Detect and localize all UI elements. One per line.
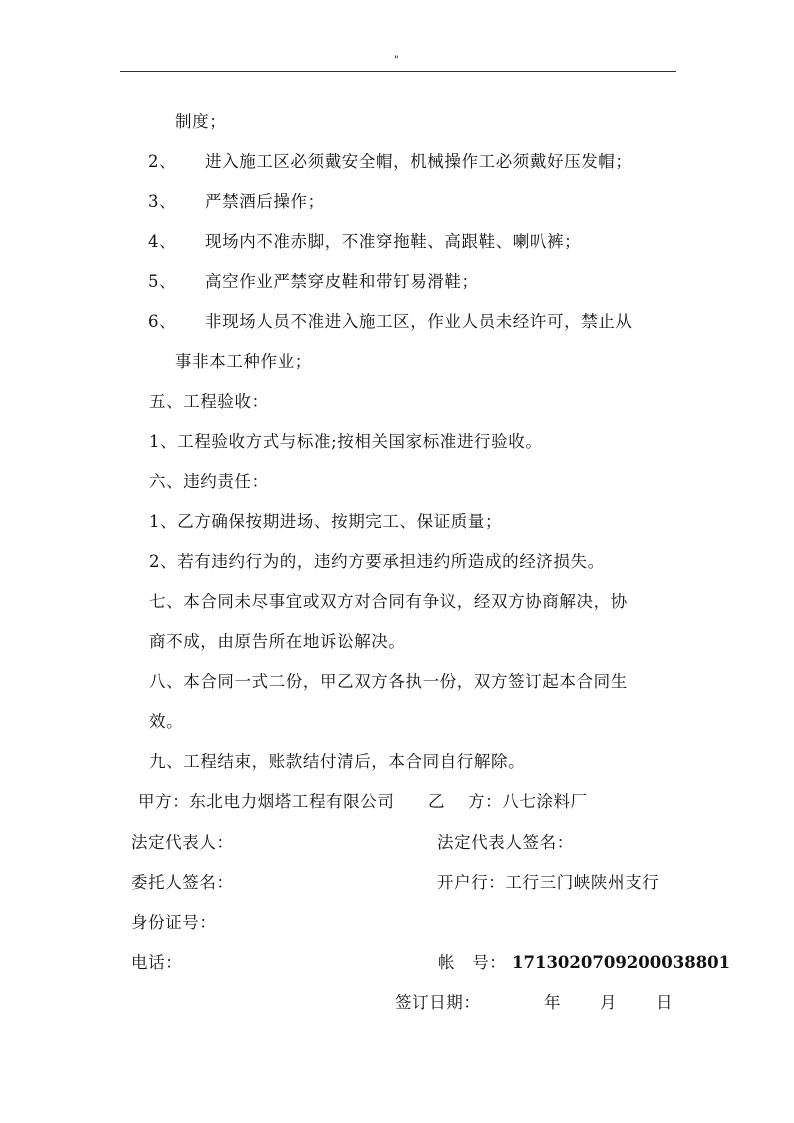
date-year: 年: [544, 993, 562, 1012]
account-number: 171302070920003880​1: [512, 953, 731, 972]
item-number: 6、: [148, 312, 177, 331]
section-8-line-1: 八、本合同一式二份，甲乙双方各执一份，双方签订起本合同生: [149, 672, 628, 691]
item-text: 进入施工区必须戴安全帽，机械操作工必须戴好压发帽；: [205, 152, 633, 171]
item-number: 4、: [148, 232, 177, 251]
bank-name: 开户行：工行三门峡陕州支行: [437, 873, 660, 892]
section-9: 九、工程结束，账款结付清后，本合同自行解除。: [149, 752, 526, 771]
item-number: 2、: [148, 152, 177, 171]
rule-item-6-cont: 事非本工种作业；: [175, 352, 312, 371]
legal-rep-b: 法定代表人签名：: [437, 833, 574, 852]
legal-rep-a: 法定代表人：: [131, 833, 234, 852]
item-number: 5、: [148, 272, 177, 291]
date-month: 月: [600, 993, 618, 1012]
section-5-item-1: 1、工程验收方式与标准;按相关国家标准进行验收。: [149, 432, 543, 451]
id-number: 身份证号：: [131, 913, 217, 932]
header-rule: [120, 71, 676, 72]
section-7-line-1: 七、本合同未尽事宜或双方对合同有争议，经双方协商解决，协: [149, 592, 628, 611]
line-zhidu: 制度；: [175, 112, 227, 131]
section-6-item-2: 2、若有违约行为的，违约方要承担违约所造成的经济损失。: [149, 552, 605, 571]
section-6-heading: 六、违约责任：: [149, 472, 269, 491]
item-text: 非现场人员不准进入施工区，作业人员未经许可，禁止从: [205, 312, 633, 331]
item-number: 3、: [148, 192, 177, 211]
account-label: 帐 号：: [438, 953, 507, 972]
section-7-line-2: 商不成，由原告所在地诉讼解决。: [149, 632, 406, 651]
phone: 电话：: [131, 953, 183, 972]
agent-signature: 委托人签名：: [131, 873, 234, 892]
section-5-heading: 五、工程验收：: [149, 392, 269, 411]
item-text: 严禁酒后操作；: [205, 192, 325, 211]
section-8-line-2: 效。: [149, 712, 184, 731]
signing-date-label: 签订日期：: [395, 993, 481, 1012]
section-6-item-1: 1、乙方确保按期进场、按期完工、保证质量；: [149, 512, 503, 531]
item-text: 现场内不准赤脚，不准穿拖鞋、高跟鞋、喇叭裤；: [205, 232, 582, 251]
item-text: 高空作业严禁穿皮鞋和带钉易滑鞋；: [205, 272, 479, 291]
date-day: 日: [656, 993, 674, 1012]
party-a: 甲方：东北电力烟塔工程有限公司: [138, 792, 395, 811]
header-mark: ": [394, 55, 399, 66]
party-b: 乙 方：八七涂料厂: [428, 792, 588, 811]
